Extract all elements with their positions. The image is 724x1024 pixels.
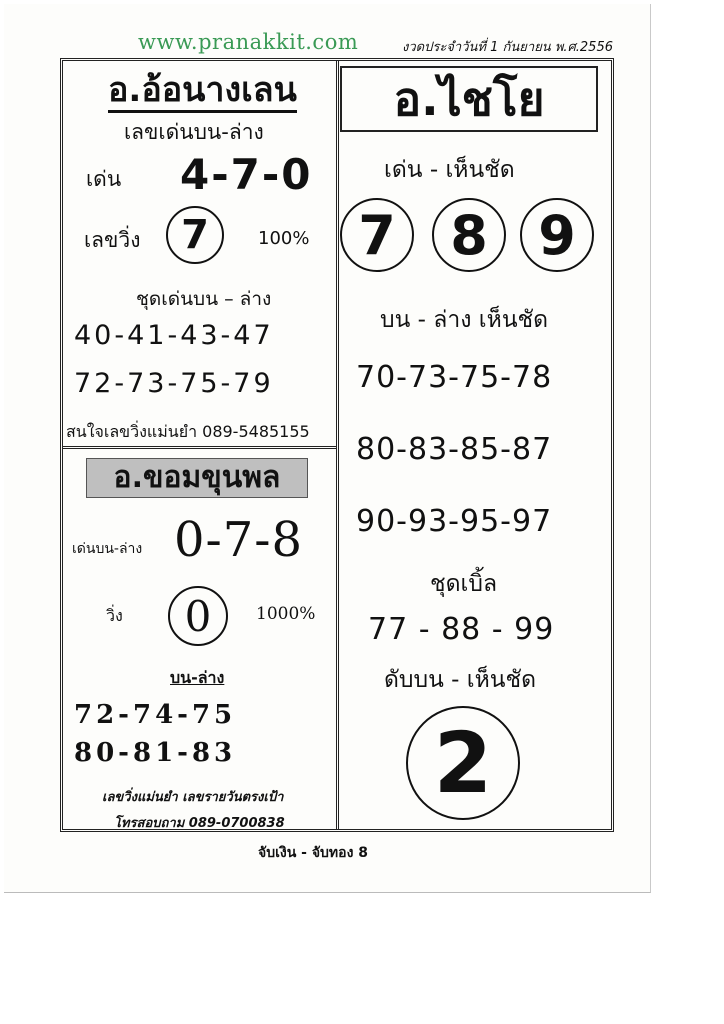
khom-den-label: เด่นบน-ล่าง (72, 541, 143, 557)
khom-row: 80-81-83 (74, 738, 237, 768)
column-divider (336, 60, 339, 830)
khom-title-box (86, 458, 308, 498)
allo-wing-label: เลขวิ่ง (84, 228, 141, 252)
chai-subtitle-den: เด่น - เห็นชัด (384, 157, 515, 183)
allo-wing-circle (166, 206, 224, 264)
issue-date: งวดประจำวันที่ 1 กันยายน พ.ศ.2556 (402, 40, 613, 55)
allo-den-value: 4-7-0 (180, 150, 313, 199)
watermark: www.pranakkit.com (138, 30, 359, 54)
chai-circle (432, 198, 506, 272)
chai-circle (340, 198, 414, 272)
khom-row: 72-74-75 (74, 700, 237, 730)
allo-wing-percent: 100% (258, 228, 310, 249)
chai-double-row: 77 - 88 - 99 (368, 612, 555, 647)
chai-subtitle-double: ชุดเบิ้ล (430, 571, 498, 597)
allo-contact: สนใจเลขวิ่งแม่นยำ 089-5485155 (66, 422, 310, 441)
allo-set-title: ชุดเด่นบน – ล่าง (136, 288, 272, 310)
left-section-divider (62, 446, 337, 449)
khom-wing-circle (168, 586, 228, 646)
allo-title: อ.อ้อนางเลน (108, 70, 297, 113)
khom-wing-label: วิ่ง (106, 606, 123, 625)
chai-title-box (340, 66, 598, 132)
chai-title: อ.ไชโย (393, 71, 545, 126)
allo-row: 40-41-43-47 (74, 320, 274, 351)
khom-footer-line2: โทรสอบถาม 089-0700838 (114, 816, 285, 831)
allo-row: 72-73-75-79 (74, 368, 274, 399)
khom-title: อ.ขอมขุนพล (113, 460, 281, 495)
khom-bl-title: บน-ล่าง (170, 668, 225, 687)
chai-big-value: 2 (433, 714, 493, 812)
chai-row: 70-73-75-78 (356, 360, 553, 395)
allo-den-label: เด่น (86, 167, 122, 191)
allo-wing-value: 7 (181, 212, 209, 258)
chai-row: 90-93-95-97 (356, 504, 553, 539)
khom-wing-percent: 1000% (256, 604, 316, 624)
chai-big-circle (406, 706, 520, 820)
chai-subtitle-bl: บน - ล่าง เห็นชัด (380, 307, 549, 333)
chai-row: 80-83-85-87 (356, 432, 553, 467)
khom-footer-line1: เลขวิ่งแม่นยำ เลขรายวันตรงเป้า (102, 790, 284, 805)
chai-subtitle-dub: ดับบน - เห็นชัด (384, 667, 537, 693)
allo-subtitle: เลขเด่นบน-ล่าง (124, 120, 264, 144)
page-footer: จับเงิน - จับทอง 8 (258, 845, 369, 861)
khom-wing-value: 0 (184, 591, 212, 641)
khom-den-value: 0-7-8 (174, 512, 304, 568)
chai-circle-value: 8 (450, 203, 488, 267)
chai-circle-value: 7 (358, 203, 396, 267)
chai-circle (520, 198, 594, 272)
chai-circle-value: 9 (538, 203, 576, 267)
